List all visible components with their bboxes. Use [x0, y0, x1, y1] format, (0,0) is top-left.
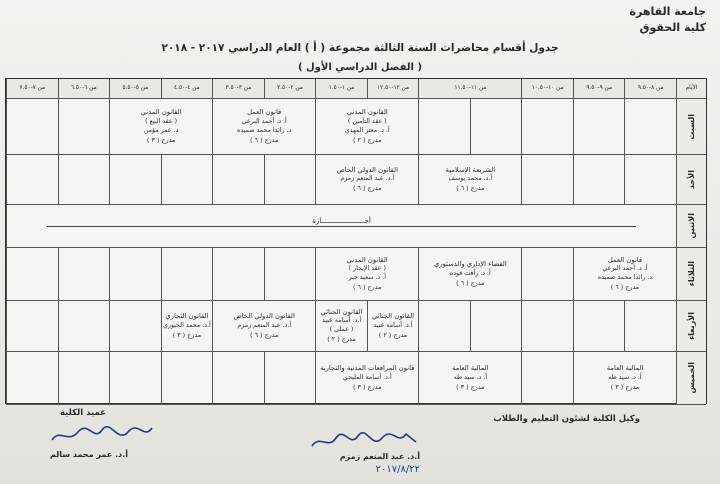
- holiday-label: أجـــــــــــــــــــــازة: [312, 217, 371, 225]
- empty-slot: [109, 352, 161, 405]
- empty-slot: [624, 99, 676, 155]
- time-header: من ٦-٦.٥٠: [58, 79, 110, 99]
- day-label: الاثنين: [676, 205, 706, 248]
- empty-slot: [161, 155, 213, 205]
- time-header: من ١-١.٥٠: [315, 79, 367, 99]
- time-header: من ١٢-١٢.٥٠: [367, 79, 419, 99]
- empty-slot: [6, 301, 58, 352]
- semester-label: ( الفصل الدراسي الأول ): [297, 62, 423, 73]
- empty-slot: [521, 352, 573, 405]
- empty-slot: [109, 248, 161, 301]
- empty-slot: [6, 352, 58, 405]
- empty-slot: [58, 99, 110, 155]
- time-header: من ٥-٥.٥٠: [109, 79, 161, 99]
- vice-dean-title: وكيل الكلية لشئون التعليم والطلاب: [493, 414, 640, 424]
- empty-slot: [58, 155, 110, 205]
- empty-slot: [418, 301, 470, 352]
- course-cell: القانون التجاري أ.د. محمد الجبوري مدرج ( ٣ ): [161, 301, 213, 352]
- vice-dean-name: أ.د. عبد المنعم زمزم: [339, 452, 420, 461]
- empty-slot: [6, 155, 58, 205]
- days-corner-header: الأيام: [676, 79, 706, 99]
- dean-signature-scribble: [48, 422, 158, 448]
- university-header: [630, 4, 707, 36]
- empty-slot: [624, 301, 676, 352]
- empty-slot: [212, 155, 264, 205]
- dean-name: أ.د. عمر محمد سالم: [50, 450, 128, 459]
- time-header: من ٩-٩.٥٠: [573, 79, 625, 99]
- course-cell: القانون المدني ( عقد الإيجار ) أ. د. سعيد جبر مدرج ( ٦ ): [315, 248, 418, 301]
- course-cell: القضاء الإداري والدستوري أ. د. رأفت فوده مدرج ( ٦ ): [418, 248, 521, 301]
- empty-slot: [109, 301, 161, 352]
- dean-title: عميد الكلية: [60, 408, 106, 418]
- empty-slot: [58, 301, 110, 352]
- course-cell: المالية العامة أ. د. سيد طه مدرج ( ٣ ): [418, 352, 521, 405]
- course-cell: المالية العامة أ. د. سيد طه مدرج ( ٣ ): [573, 352, 676, 405]
- time-header: من ١٠-١٠.٥٠: [521, 79, 573, 99]
- day-label: السبت: [676, 99, 706, 155]
- empty-slot: [418, 99, 470, 155]
- empty-slot: [521, 155, 573, 205]
- signature-date: ٢٠١٧/٨/٢٢: [375, 464, 420, 475]
- day-label: الأربعاء: [676, 301, 706, 352]
- university-name: جامعة القاهرة: [629, 5, 706, 18]
- empty-slot: [58, 352, 110, 405]
- empty-slot: [58, 248, 110, 301]
- course-cell: قانون العمل أ. د. أحمد البرعي د. رائدا محمد صميده مدرج ( ٦ ): [573, 248, 676, 301]
- course-cell: القانون المدني ( عقد التأمين ) أ. د. معتز المهدي مدرج ( ٢ ): [315, 99, 418, 155]
- empty-slot: [573, 301, 625, 352]
- empty-slot: [624, 155, 676, 205]
- course-cell: القانون الدولي الخاص أ.د. عبد المنعم زمزم مدرج ( ٦ ): [315, 155, 418, 205]
- empty-slot: [264, 248, 316, 301]
- faculty-name: كلية الحقوق: [639, 21, 706, 34]
- schedule-table: [5, 78, 707, 404]
- empty-slot: [521, 248, 573, 301]
- empty-slot: [161, 248, 213, 301]
- course-cell: قانون المرافعات المدنية والتجارية أ.د. أسامة المليجي مدرج ( ٣ ): [315, 352, 418, 405]
- time-header: من ٧-٧.٥٠: [6, 79, 58, 99]
- time-header: من ٢-٢.٥٠: [264, 79, 316, 99]
- course-cell: القانون الجنائي أ.د. أسامة عبيد مدرج ( ٢ ): [367, 301, 419, 352]
- course-cell: القانون الدولي الخاص أ.د. عبد المنعم زمزم مدرج ( ٦ ): [212, 301, 315, 352]
- empty-slot: [264, 352, 316, 405]
- empty-slot: [109, 155, 161, 205]
- empty-slot: [573, 99, 625, 155]
- time-header: من ١١-١١.٥٠: [418, 79, 521, 99]
- empty-slot: [264, 155, 316, 205]
- empty-slot: [521, 301, 573, 352]
- time-header: من ٣-٣.٥٠: [212, 79, 264, 99]
- empty-slot: [573, 155, 625, 205]
- empty-slot: [521, 99, 573, 155]
- day-label: الثلاثاء: [676, 248, 706, 301]
- empty-slot: [212, 248, 264, 301]
- vice-dean-signature-scribble: [310, 430, 420, 452]
- course-cell: الشريعة الإسلامية أ.د. محمد يوسف مدرج ( ٦ ): [418, 155, 521, 205]
- course-cell: قانون العمل أ. د. أحمد البرعي د. رائدا محمد صميده مدرج ( ٦ ): [212, 99, 315, 155]
- day-label: الخميس: [676, 352, 706, 405]
- empty-slot: [470, 301, 522, 352]
- course-cell: القانون الجنائي أ.د. أسامة عبيد ( عملي ) مدرج ( ٢ ): [315, 301, 367, 352]
- empty-slot: [212, 352, 264, 405]
- schedule-title: جدول أقسام محاضرات السنة الثالثة مجموعة ( أ ) العام الدراسي ٢٠١٧ - ٢٠١٨: [161, 42, 559, 54]
- holiday-row: [6, 205, 676, 248]
- empty-slot: [6, 99, 58, 155]
- empty-slot: [161, 352, 213, 405]
- course-cell: القانون المدني ( عقد البيع ) د. عمر مؤمن مدرج ( ٣ ): [109, 99, 212, 155]
- time-header: من ٤-٤.٥٠: [161, 79, 213, 99]
- empty-slot: [470, 99, 522, 155]
- empty-slot: [6, 248, 58, 301]
- vice-dean-signature-block: [493, 414, 640, 424]
- time-header: من ٨-٩.٥٠: [624, 79, 676, 99]
- day-label: الأحد: [676, 155, 706, 205]
